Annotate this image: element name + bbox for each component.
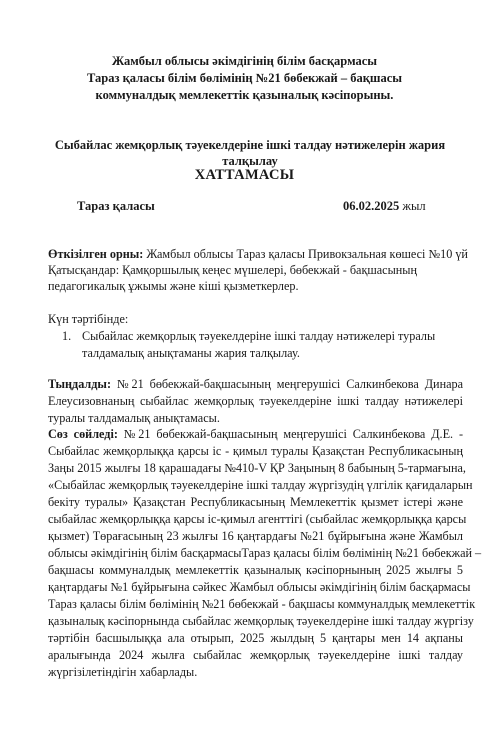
speech-line7: қызмет) Төрағасының 23 жылғы 16 қаңтардағы №21 бұйрығына және Жамбыл (48, 529, 463, 543)
listened-line2: Елеусизовнаның сыбайлас жемқорлық тәуекелдеріне ішкі талдау нәтижелері (48, 394, 463, 408)
speech-line9: бақшасы коммуналдық мемлекеттік қазыналық кәсіпорнының 2025 жылғы 5 (48, 563, 463, 577)
speech-line3: Заңы 2015 жылғы 18 қарашадағы №410-V ҚР Заңының 8 бабының 5-тармағына, (48, 461, 466, 475)
speech-text: №21 бөбекжай-бақшасының меңгерушісі Салкинбекова Д.Е. - (117, 427, 464, 441)
venue-text: Жамбыл облысы Тараз қаласы Привокзальная көшесі №10 үй (143, 247, 468, 261)
document-date (343, 199, 426, 214)
listened-line1 (48, 376, 463, 394)
agenda-item-line1: Сыбайлас жемқорлық тәуекелдеріне ішкі талдау нәтижелері туралы (82, 329, 436, 343)
date-value: 06.02.2025 (343, 199, 400, 213)
listened-line3: туралы талдамалық анықтамасы. (48, 411, 220, 425)
org-header-line3: коммуналдық мемлекеттік қазыналық кәсіпорыны. (95, 88, 394, 102)
speech-line12: қазыналық кәсіпорнында сыбайлас жемқорлық тәуекелдеріне ішкі талдау жүргізу (48, 614, 474, 628)
speech-line11: Тараз қаласы білім бөлімінің №21 бөбекжай - бақшасы коммуналдық мемлекеттік (48, 597, 476, 611)
agenda-heading: Күн тәртібінде: (48, 312, 129, 326)
protocol-heading: ХАТТАМАСЫ (194, 167, 295, 183)
speech-line1 (48, 426, 463, 444)
venue-label: Өткізілген орны: (48, 247, 144, 261)
participants-line2: педагогикалық ұжымы және кіші қызметкерлер. (48, 279, 299, 293)
speech-line2: Сыбайлас жемқорлыққа қарсы іс - қимыл туралы Қазақстан Республикасының (48, 444, 463, 458)
listened-text: №21 бөбекжай-бақшасының меңгерушісі Салкинбекова Динара (111, 377, 463, 391)
document-title-line1: Сыбайлас жемқорлық тәуекелдеріне ішкі талдау нәтижелерін жария (54, 138, 446, 152)
speech-line14: аралығында 2024 жылға сыбайлас жемқорлық тәуекелдеріне ішкі талдау (48, 648, 463, 662)
participants-line1: Қатысқандар: Қамқоршылық кеңес мүшелері, бөбекжай - бақшасының (48, 263, 418, 277)
speech-label: Сөз сөйледі: (48, 427, 118, 441)
speech-line5: бекіту туралы» Қазақстан Республикасының Мемлекеттік қызмет істері және (48, 495, 463, 509)
city-label: Тараз қаласы (77, 199, 155, 213)
agenda-item-number: 1. (62, 329, 72, 343)
speech-line10: қаңтардағы №1 бұйрығына сәйкес Жамбыл облысы әкімдігінің білім басқармасы (48, 580, 471, 594)
speech-line15: жүргізілетіндігін хабарлады. (48, 665, 198, 679)
listened-label: Тыңдалды: (48, 377, 112, 391)
speech-line4: «Сыбайлас жемқорлық тәуекелдеріне ішкі талдау жүргізудің үлгілік қағидаларын (48, 478, 473, 492)
date-suffix: жыл (399, 199, 426, 213)
speech-line8: облысы әкімдігінің білім басқармасыТараз қаласы білім бөлімінің №21 бөбекжай – (48, 546, 482, 560)
speech-line13: тәртібін басшылыққа ала отырып, 2025 жылдың 5 қаңтары мен 14 ақпаны (48, 631, 463, 645)
agenda-item-line2: талдамалық анықтаманы жария талқылау. (82, 346, 300, 360)
venue-line (48, 246, 468, 263)
speech-line6: сыбайлас жемқорлыққа қарсы іс-қимыл агенттігі (сыбайлас жемқорлыққа қарсы (48, 512, 467, 526)
document-title-line2: талқылау (222, 154, 278, 168)
org-header-line2: Тараз қаласы білім бөлімінің №21 бөбекжай – бақшасы (86, 71, 403, 85)
org-header-line1: Жамбыл облысы әкімдігінің білім басқармасы (111, 54, 378, 68)
